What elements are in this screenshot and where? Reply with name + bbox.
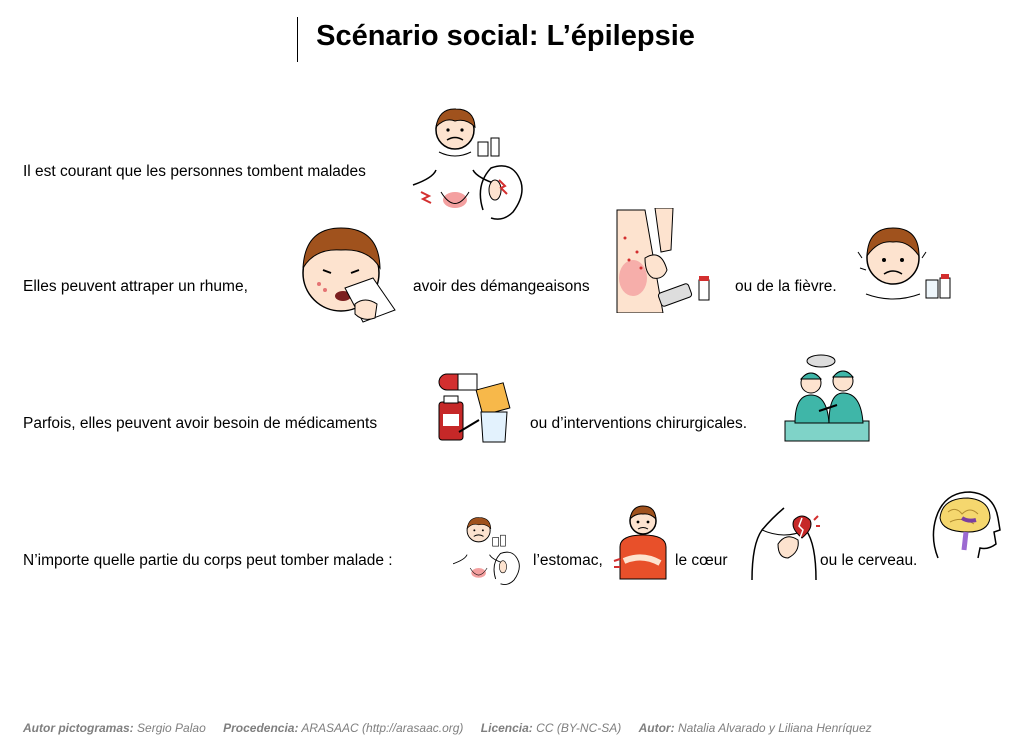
medicines-icon [433,368,513,446]
itchy-skin-icon [615,208,720,313]
row1-text: Il est courant que les personnes tombent malades [23,163,366,180]
row4-text-1: N’importe quelle partie du corps peut tomber malade : [23,552,393,569]
row2-text-1: Elles peuvent attraper un rhume, [23,278,248,295]
footer-source-label: Procedencia: [223,721,299,735]
row4-text-4: ou le cerveau. [820,552,918,569]
row4-text-2: l’estomac, [533,552,603,569]
row4-text-3: le cœur [675,552,728,569]
sick-person-icon [403,100,528,228]
surgery-icon [781,353,873,443]
footer-license: CC (BY-NC-SA) [536,721,622,735]
fever-icon [856,212,956,307]
brain-icon [928,488,1002,560]
row3-text-2: ou d’interventions chirurgicales. [530,415,748,432]
footer-license-label: Licencia: [480,721,533,735]
footer-author-label: Autor pictogramas: [23,721,134,735]
cold-sneezing-icon [293,218,398,323]
footer-authors: Natalia Alvarado y Liliana Henríquez [677,721,872,735]
footer-source: ARASAAC (http://arasaac.org) [301,721,464,735]
heart-ache-icon [748,500,820,582]
sick-person-small-icon [447,512,523,590]
stomach-ache-icon [612,503,674,585]
row2-text-3: ou de la fièvre. [735,278,837,295]
row2-text-2: avoir des démangeaisons [413,278,590,295]
page-title: Scénario social: L’épilepsie [316,20,695,52]
row3-text-1: Parfois, elles peuvent avoir besoin de médicaments [23,415,378,432]
footer-authors-label: Autor: [638,721,675,735]
footer [23,721,872,735]
footer-author: Sergio Palao [137,721,206,735]
